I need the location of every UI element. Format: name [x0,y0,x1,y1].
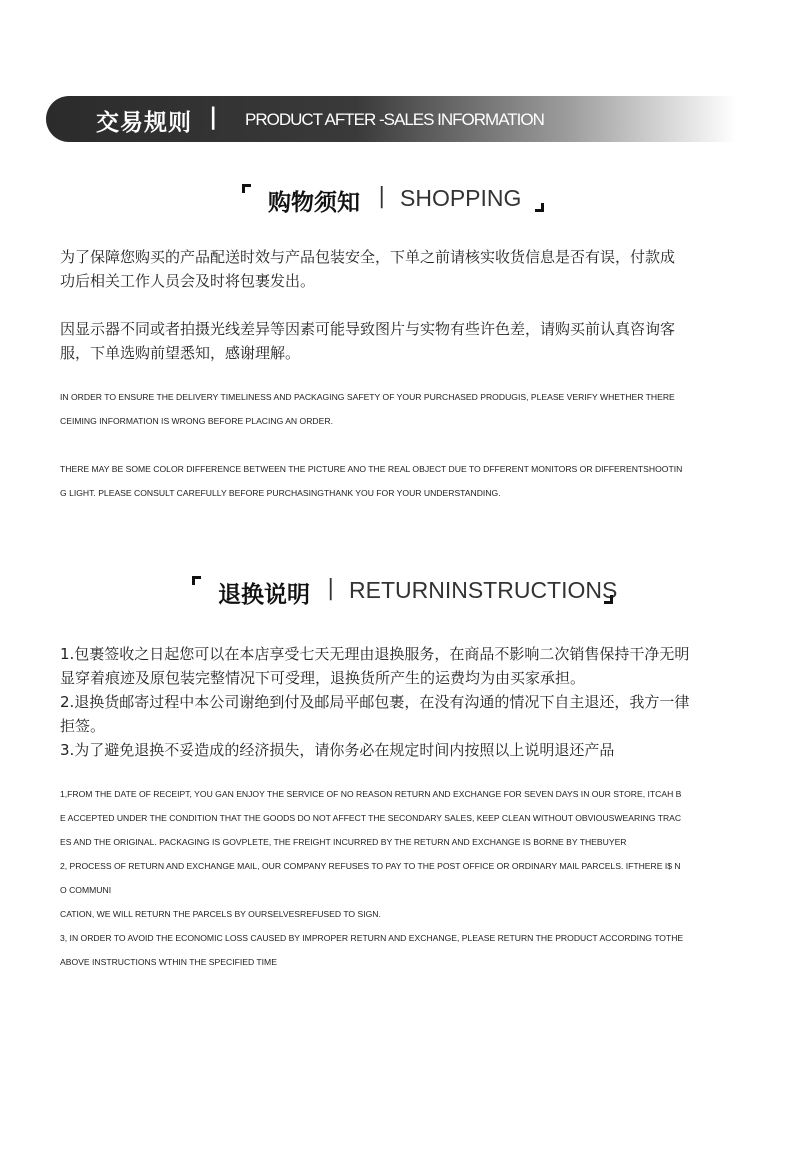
returns-title-cn: 退换说明 [218,582,310,608]
text-line: 服，下单选购前望悉知，感谢理解。 [60,344,301,362]
banner-title-cn: 交易规则 [96,110,192,136]
corner-bracket-bottom-right [535,203,544,212]
text-line: 拒签。 [60,717,106,735]
text-line: 功后相关工作人员会及时将包裹发出。 [60,272,316,290]
text-line: THERE MAY BE SOME COLOR DIFFERENCE BETWEEN THE PICTURE ANO THE REAL OBJECT DUE TO DFFERENT MONITORS OR DIFFERENTSHOOTIN [60,464,683,474]
text-line: IN ORDER TO ENSURE THE DELIVERY TIMELINESS AND PACKAGING SAFETY OF YOUR PURCHASED PRODUGIS, PLEASE VERIFY WHETHER THERE [60,392,675,402]
banner-separator: | [209,104,218,130]
text-line: 为了保障您购买的产品配送时效与产品包装安全，下单之前请核实收货信息是否有误，付款成 [60,248,676,266]
shopping-title-en: SHOPPING [400,185,522,211]
text-line: 2.退换货邮寄过程中本公司谢绝到付及邮局平邮包裹，在没有沟通的情况下自主退还，我方一律 [60,693,690,711]
text-line: 显穿着痕迹及原包装完整情况下可受理，退换货所产生的运费均为由买家承担。 [60,669,586,687]
text-line: 因显示器不同或者拍摄光线差异等因素可能导致图片与实物有些许色差，请购买前认真咨询客 [60,320,676,338]
text-line: E ACCEPTED UNDER THE CONDITION THAT THE GOODS DO NOT AFFECT THE SECONDARY SALES, KEEP CLEAN WITHOUT OBVIOUSWEARING TRAC [60,813,682,823]
text-line: CEIMING INFORMATION IS WRONG BEFORE PLACING AN ORDER. [60,416,333,426]
returns-title-en: RETURNINSTRUCTIONS [349,577,618,603]
text-line: 3, IN ORDER TO AVOID THE ECONOMIC LOSS CAUSED BY IMPROPER RETURN AND EXCHANGE, PLEASE RETURN THE PRODUCT ACCORDING TOTHE [60,933,684,943]
text-line: 1.包裹签收之日起您可以在本店享受七天无理由退换服务，在商品不影响二次销售保持干净无明 [60,645,690,663]
banner-title-en: PRODUCT AFTER -SALES INFORMATION [245,110,544,129]
text-line: CATION, WE WILL RETURN THE PARCELS BY OURSELVESREFUSED TO SIGN. [60,909,381,919]
text-line: 1,FROM THE DATE OF RECEIPT, YOU GAN ENJOY THE SERVICE OF NO REASON RETURN AND EXCHANGE FOR SEVEN DAYS IN OUR STORE, ITCAH B [60,789,682,799]
shopping-en-paragraph-2 [60,457,732,505]
shopping-cn-paragraph-2 [60,317,740,365]
text-line: O COMMUNI [60,885,112,895]
shopping-title-separator: | [378,184,386,209]
returns-cn-paragraph [60,642,740,762]
text-line: G LIGHT. PLEASE CONSULT CAREFULLY BEFORE PURCHASINGTHANK YOU FOR YOUR UNDERSTANDING. [60,488,501,498]
shopping-cn-paragraph-1 [60,245,740,293]
shopping-en-paragraph-1 [60,385,732,433]
returns-title-separator: | [327,576,335,601]
text-line: 2, PROCESS OF RETURN AND EXCHANGE MAIL, OUR COMPANY REFUSES TO PAY TO THE POST OFFICE OR ORDINARY MAIL PARCELS. IFTHERE I$ N [60,861,681,871]
corner-bracket-top-left [242,184,251,193]
text-line: ES AND THE ORIGINAL. PACKAGING IS GOVPLETE, THE FREIGHT INCURRED BY THE RETURN AND EXCHANGE IS BORNE BY THEBUYER [60,837,627,847]
text-line: ABOVE INSTRUCTIONS WTHIN THE SPECIFIED TIME [60,957,277,967]
text-line: 3.为了避免退换不妥造成的经济损失，请你务必在规定时间内按照以上说明退还产品 [60,741,615,759]
corner-bracket-bottom-right [604,595,613,604]
corner-bracket-top-left [192,576,201,585]
returns-en-paragraph [60,782,732,974]
shopping-title-cn: 购物须知 [268,190,360,216]
